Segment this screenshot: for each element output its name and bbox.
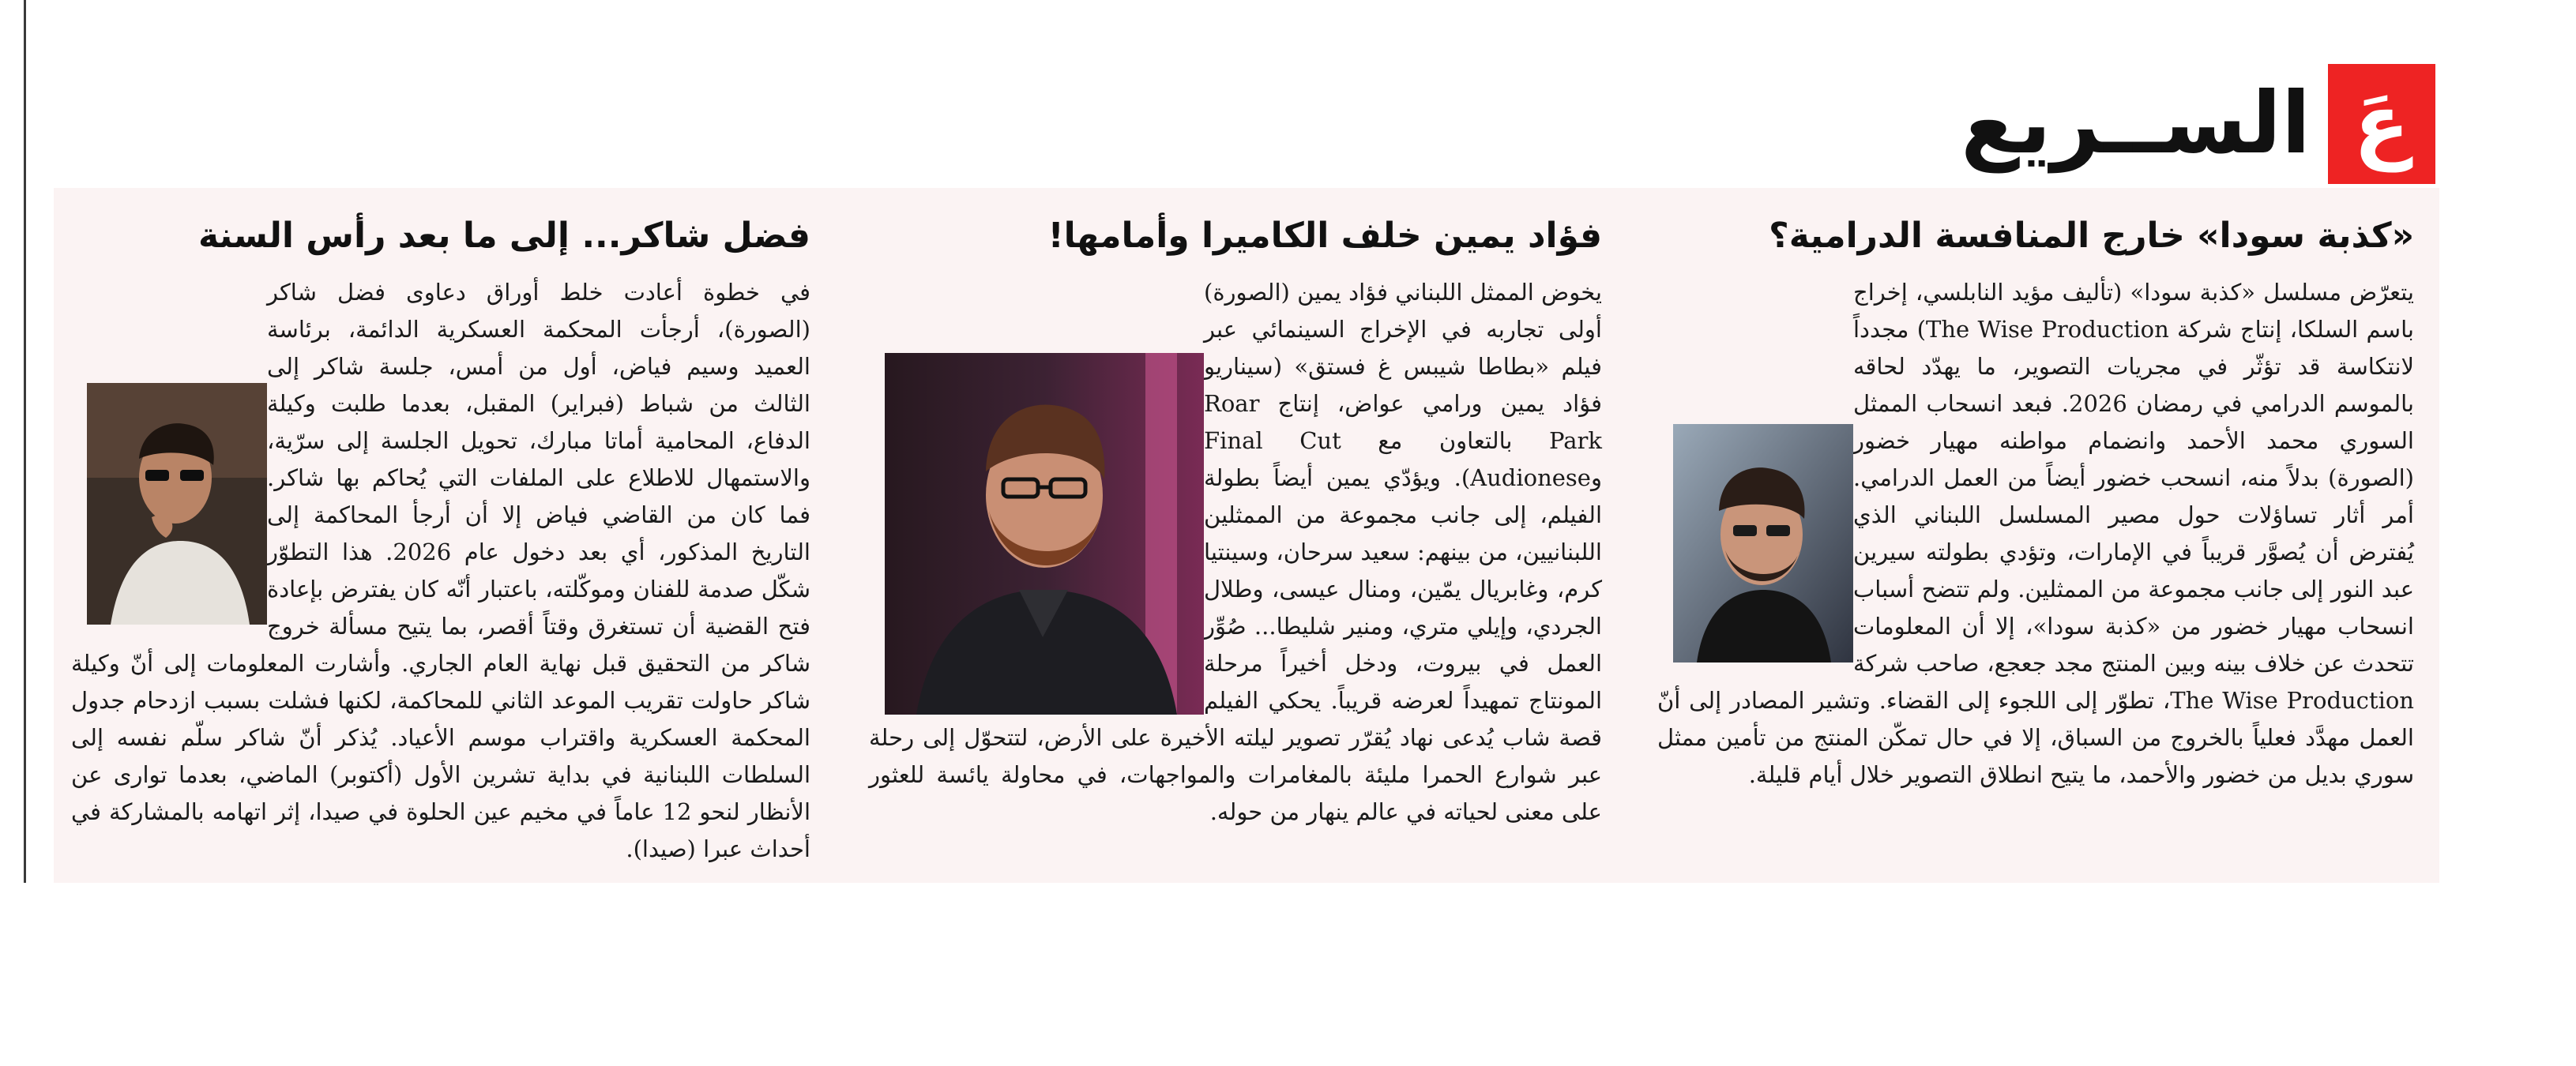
article-body: في خطوة أعادت خلط أوراق دعاوى فضل شاكر (الصورة)، أرجأت المحكمة العسكرية الدائمة، برئاسة العميد وسيم فياض، أول من أمس، جلسة شاكر إلى الثالث من شباط (فبراير) المقبل، بعدما طلبت وكيلة الدفاع، المحامية أماتا مبارك، تحويل الجلسة إلى سرّية، والاستمهال للاطلاع على الملفات التي يُحاكم بها شاكر. فما كان من القاضي فياض إلا أن أرجأ المحاكمة إلى التاريخ المذكور، أي بعد دخول عام 2026. هذا التطوّر شكّل صدمة للفنان وموكّلته، باعتبار أنّه كان يفترض بإعادة فتح القضية أن تستغرق وقتاً أقصر، بما يتيح مسألة خروج شاكر من التحقيق قبل نهاية العام الجاري. وأشارت المعلومات إلى أنّ وكيلة شاكر حاولت تقريب الموعد الثاني للمحاكمة، لكنها فشلت بسبب ازدحام جدول المحكمة العسكرية واقتراب موسم الأعياد. يُذكر أنّ شاكر سلّم نفسه إلى السلطات اللبنانية في بداية تشرين الأول (أكتوبر) الماضي، بعدما توارى عن الأنظار لنحو 12 عاماً في مخيم عين الحلوة في صيدا، إثر اتهامه بالمشاركة في أحداث عبرا (صيدا). <box>71 278 810 862</box>
section-masthead <box>1961 62 2435 186</box>
article-body: يتعرّض مسلسل «كذبة سودا» (تأليف مؤيد النابلسي، إخراج باسم السلكا، إنتاج شركة The Wise Production) مجدداً لانتكاسة قد تؤثّر في مجريات التصوير، ما يهدّد لحاقه بالموسم الدرامي في رمضان 2026. فبعد انسحاب الممثل السوري محمد الأحمد وانضمام مواطنه مهيار خضور (الصورة) بدلاً منه، انسحب خضور أيضاً من العمل الدرامي. أمر أثار تساؤلات حول مصير المسلسل اللبناني الذي يُفترض أن يُصوَّر قريباً في الإمارات، وتؤدي بطولته سيرين عبد النور إلى جانب مجموعة من الممثلين. ولم تتضح أسباب انسحاب مهيار خضور من «كذبة سودا»، إلا أن المعلومات تتحدث عن خلاف بينه وبين المنتج مجد جعجع، صاحب شركة The Wise Production، تطوّر إلى اللجوء إلى القضاء. وتشير المصادر إلى أنّ العمل مهدَّد فعلياً بالخروج من السباق، إلا في حال تمكّن المنتج من تأمين ممثل سوري بديل من خضور والأحمد، ما يتيح انطلاق التصوير خلال أيام قليلة. <box>1657 278 2414 788</box>
article-fouad-yammine <box>869 216 1602 831</box>
article-headline: فؤاد يمين خلف الكاميرا وأمامها! <box>1047 216 1602 256</box>
article-fadl-shaker <box>71 216 810 868</box>
portrait-photo-icon <box>87 383 267 625</box>
section-title: الســريع <box>1961 74 2311 173</box>
article-body: يخوض الممثل اللبناني فؤاد يمين (الصورة) أولى تجاربه في الإخراج السينمائي عبر فيلم «بطاطا شيبس غ فستق» (سيناريو فؤاد يمين ورامي عواض، إنتاج Roar Park بالتعاون مع Final Cut وAudionese). ويؤدّي يمين أيضاً بطولة الفيلم، إلى جانب مجموعة من الممثلين اللبنانيين، من بينهم: سعيد سرحان، وسينتيا كرم، وغابريال يمّين، ومنال عيسى، وطلال الجردي، وإيلي متري، ومنير شليطا... صُوِّر العمل في بيروت، ودخل أخيراً مرحلة المونتاج تمهيداً لعرضه قريباً. يحكي الفيلم قصة شاب يُدعى نهاد يُقرّر تصوير ليلته الأخيرة على الأرض، لتتحوّل إلى رحلة عبر شوارع الحمرا مليئة بالمغامرات والمواجهات، في محاولة يائسة للعثور على معنى لحياته في عالم ينهار من حوله. <box>869 278 1603 825</box>
section-logo <box>2328 64 2435 184</box>
article-headline: «كذبة سودا» خارج المنافسة الدرامية؟ <box>1769 216 2414 256</box>
news-panel <box>54 188 2439 883</box>
portrait-photo-icon <box>1673 424 1853 662</box>
article-headline: فضل شاكر... إلى ما بعد رأس السنة <box>197 216 810 256</box>
portrait-photo-icon <box>885 353 1204 715</box>
article-kithbeh-sawda <box>1657 216 2414 794</box>
page-margin-rule <box>24 0 26 883</box>
logo-letter: عَ <box>2353 76 2410 172</box>
